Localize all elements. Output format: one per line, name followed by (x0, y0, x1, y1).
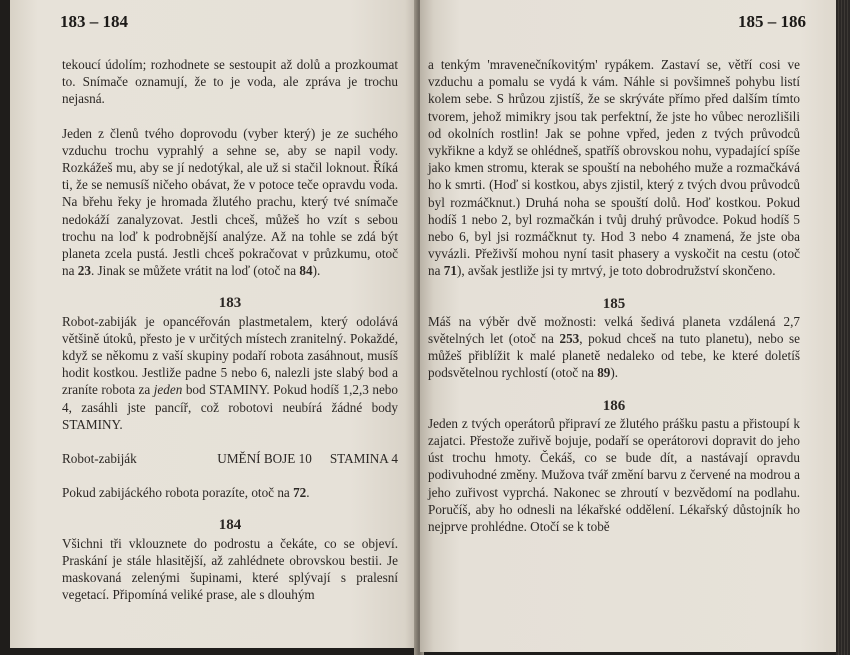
text-run: Máš na výběr dvě možnosti: velká šedivá planeta vzdálená 2,7 světelných let (otoč na (428, 313, 800, 347)
right-text-block (428, 56, 800, 535)
left-text-block (62, 56, 398, 603)
section-heading-183: 183 (218, 295, 242, 312)
enemy-stamina: STAMINA 4 (329, 451, 398, 467)
section-ref-84: 84 (299, 263, 313, 279)
enemy-skill: UMĚNÍ BOJE 10 (217, 451, 312, 467)
section-heading-185: 185 (602, 295, 626, 312)
left-page (10, 0, 418, 648)
text-run: , pokud chceš na tuto planetu), nebo se můžeš přiblížit k malé planetě nedaleko od tebe, ke které doletíš podsvětelnou rychlostí (otoč na (428, 331, 800, 381)
page-header-left: 183 – 184 (60, 12, 128, 31)
section-ref-72: 72 (293, 485, 307, 501)
paragraph-183-outcome (62, 484, 398, 501)
section-ref-23: 23 (77, 263, 91, 279)
text-run: Jeden z členů tvého doprovodu (vyber který) je ze suchého vzduchu trochu vyprahlý a sehne se, aby se napil vody. Rozkážeš mu, aby se jí nedotýkal, ale už si stačil loknout. Říká ti, že se nemusíš ničeho obávat, že v potoce teče opravdu voda. Na břehu řeky je hromada žlutého prachu, který tvé snímače nedokáží zanalyzovat. Jestli chceš, můžeš ho vzít s sebou trochu na loď k podrobnější analýze. Až na tohle se zdá být planeta zcela pustá. Jestli chceš pokračovat v průzkumu, otoč na (62, 125, 398, 279)
text-run: Pokud zabijáckého robota porazíte, otoč na (62, 485, 294, 501)
paragraph-184-body: Všichni tři vklouznete do podrostu a čekáte, co se objeví. Praskání je stále hlasitější, až zahlédnete obrovskou bestii. Je maskovaná zelenými šupinami, které splývají s pralesní vegetací. Připomíná veliké prase, ale s dlouhým (62, 535, 398, 603)
page-edges-right (836, 0, 850, 655)
text-run: Robot-zabiják je opancéřován plastmetalem, který odolává většině útoků, přesto je v určitých místech zranitelný. Pokaždé, když se někomu z vaší skupiny podaří robota zasáhnout, musíš hodit kostkou. Jestliže padne 5 nebo 6, nalezli jste slabý bod a zraníte robota za (62, 313, 398, 398)
page-header-right: 185 – 186 (738, 12, 806, 31)
text-run: ). (610, 365, 619, 381)
text-run: ). (312, 263, 321, 279)
section-ref-89: 89 (597, 365, 611, 381)
section-heading-186: 186 (602, 397, 626, 414)
paragraph-182-body (62, 125, 398, 280)
paragraph-186-body: Jeden z tvých operátorů připraví ze žlutého prášku pastu a přistoupí k zajatci. Přestože zuřivě bojuje, podaří se operátorovi dopravit do jeho úst trochu hmoty. Čekáš, co se bude dít, a nastávají opravdu podivuhodné změny. Mužova tvář změní barvu z červené na modrou a jeho zuřivost vyprchá. Nakonec se zhroutí v bezvědomí na podlahu. Poručíš, aby ho odnesli na lékařské oddělení. Lékařský důstojník ho nejprve prohlédne. Otočí se k tobě (428, 415, 800, 535)
text-run: . (306, 485, 310, 501)
text-italic: jeden (153, 382, 183, 398)
text-run: bod STAMINY. Pokud hodíš 1,2,3 nebo 4, zasáhli jste pancíř, což robotovi neubírá žádné body STAMINY. (62, 382, 398, 432)
right-page (420, 0, 838, 652)
paragraph-185-body (428, 313, 800, 382)
text-run: . Jinak se můžete vrátit na loď (otoč na (90, 263, 300, 279)
paragraph-183-body (62, 313, 398, 433)
section-ref-253: 253 (559, 331, 580, 347)
text-run: ), avšak jestliže jsi ty mrtvý, je toto dobrodružství skončeno. (456, 263, 776, 279)
section-heading-184: 184 (218, 517, 242, 534)
text-run: a tenkým 'mravenečníkovitým' rypákem. Zastaví se, větří cosi ve vzduchu a pomalu se vydá k vám. Náhle si povšimneš pohybu listí kolem sebe. S hrůzou zjistíš, že se skrýváte přímo před dalším tímto tvorem, jehož mimikry jsou tak perfektní, že jste ho vůbec nerozlišili od okolních rostlin! Jak se pohne vpřed, jeden z tvých průvodců vykřikne a když se ohlédneš, spatříš obrovskou nohu, vypadající spíše jako kmen stromu, kterak se spouští na nebohého muže a rozmačkává ho k smrti. (Hoď si kostkou, abys zjistil, který z tvých dvou průvodců byl rozmáčknut.) Druhá noha se spouští dolů. Hoď kostkou. Pokud hodíš 1 nebo 2, byl rozmačkán i tvůj druhý průvodce. Pokud hodíš 5 nebo 6, byl jsi rozmáčknut ty. Hod 3 nebo 4 znamená, že jste oba vyvázli. Přeživší mohou nyní tasit phasery a vyskočit na cestu (otoč na (428, 57, 800, 279)
enemy-stat-row (62, 450, 398, 467)
enemy-name: Robot-zabiják (62, 451, 137, 467)
paragraph-184-continuation (428, 56, 800, 280)
section-ref-71: 71 (443, 263, 457, 279)
paragraph-continuation: tekoucí údolím; rozhodnete se sestoupit až dolů a prozkoumat to. Snímače oznamují, že to je voda, ale zpráva je trochu nejasná. (62, 57, 398, 107)
